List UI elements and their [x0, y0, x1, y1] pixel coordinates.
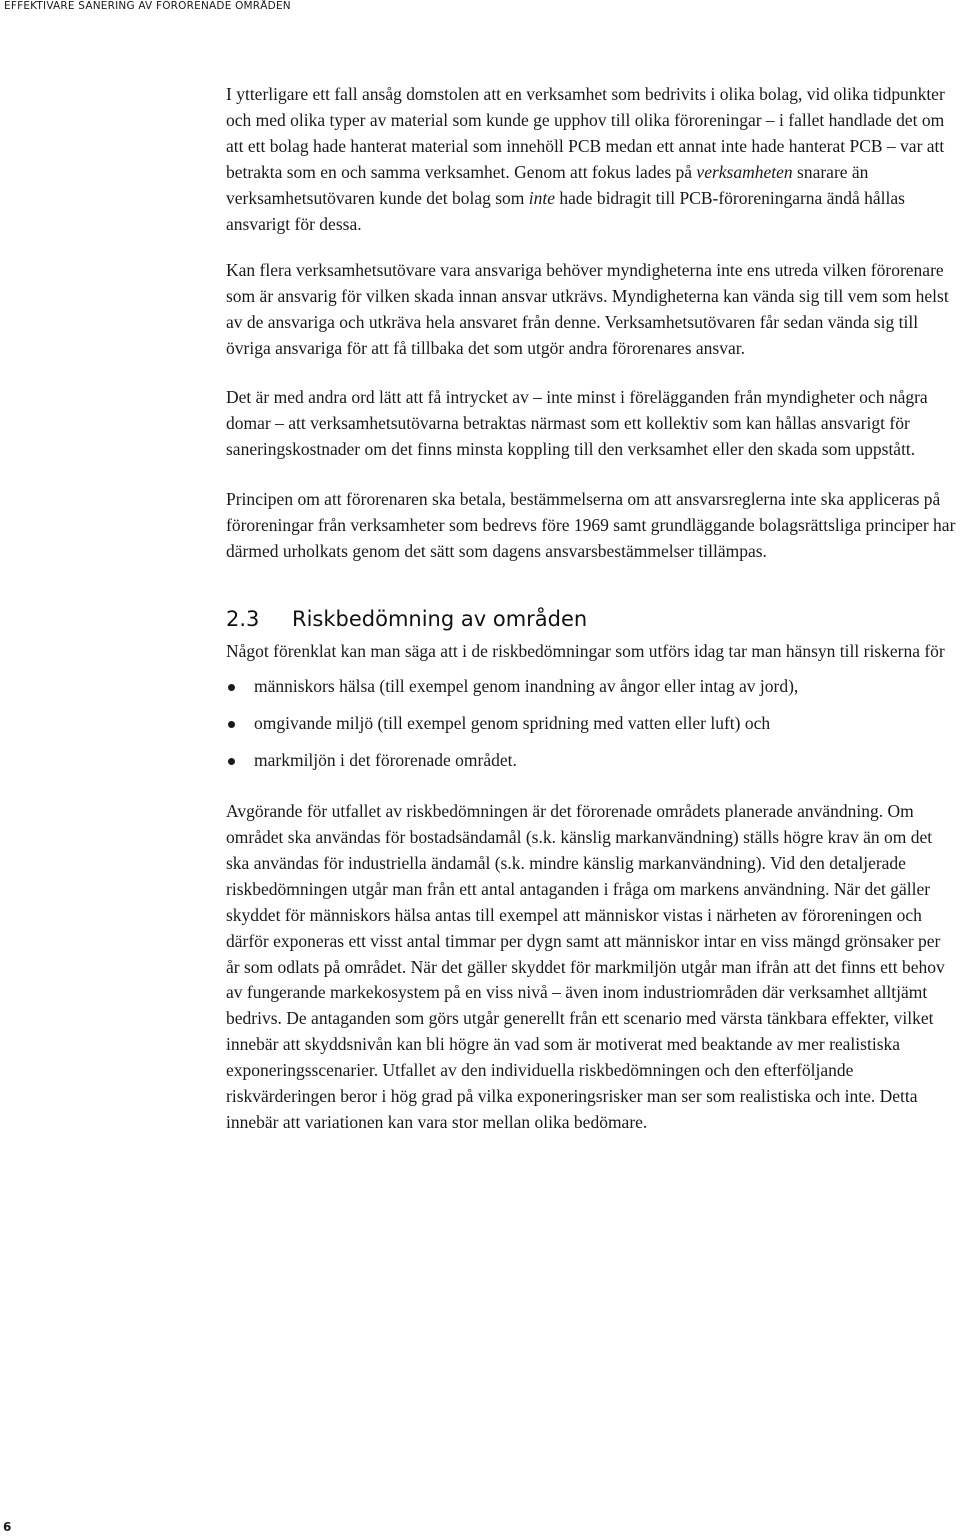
quote-text-part1: I ytterligare ett fall ansåg domstolen att en verksamhet som bedrivits i olika bolag, vid olika tidpunkter och med olika typer av material som kunde ge upphov till olika föroreningar – i fallet handlade det om att ett bolag hade hanterat material som innehöll PCB medan ett annat inte hade hanterat PCB – var att betrakta som en och samma verksamhet. Genom att fokus lades på: [226, 84, 945, 182]
risk-bullet-list: [226, 674, 956, 774]
bullet-icon: [228, 758, 235, 765]
section-heading: [226, 605, 956, 633]
page-number: 6: [3, 1520, 12, 1534]
section-intro-paragraph: Något förenklat kan man säga att i de riskbedömningar som utförs idag tar man hänsyn till riskerna för: [226, 640, 945, 661]
body-paragraph-3: Principen om att förorenaren ska betala, bestämmelserna om att ansvarsreglerna inte ska appliceras på föroreningar från verksamheter som bedrevs före 1969 samt grundläggande bolagsrättsliga principer har därmed urholkats genom det sätt som dagens ansvarsbestämmelser tillämpas.: [226, 488, 956, 561]
section-number: 2.3: [226, 606, 260, 631]
bullet-icon: [228, 721, 235, 728]
list-item-text: människors hälsa (till exempel genom inandning av ångor eller intag av jord),: [254, 676, 799, 697]
list-item: [226, 711, 956, 737]
list-item: [226, 674, 956, 700]
quote-text-part2: snarare än verksamhetsutövaren kunde det bolag som: [226, 161, 869, 208]
list-item: [226, 748, 956, 774]
section-title: Riskbedömning av områden: [292, 606, 588, 631]
quote-emphasis-inte: inte: [528, 187, 556, 208]
list-item-text: omgivande miljö (till exempel genom spridning med vatten eller luft) och: [254, 713, 771, 734]
quoted-case-paragraph: [226, 82, 956, 237]
body-paragraph-2: Det är med andra ord lätt att få intrycket av – inte minst i förelägganden från myndigheter och några domar – att verksamhetsutövarna betraktas närmast som ett kollektiv som kan hållas ansvarigt för saneringskostnader om det finns minsta koppling till den verksamhet eller den skada som uppstått.: [226, 387, 928, 459]
list-item-text: markmiljön i det förorenade området.: [254, 750, 517, 771]
bullet-icon: [228, 684, 235, 691]
section-body-paragraph: Avgörande för utfallet av riskbedömningen är det förorenade områdets planerade användning. Om området ska användas för bostadsändamål (s.k. känslig markanvändning) ställs högre krav än om det ska användas för industriella ändamål (s.k. mindre känslig markanvändning). Vid den detaljerade riskbedömningen utgår man från ett antal antaganden i fråga om markens användning. När det gäller skyddet för människors hälsa antas till exempel att människor vistas i närheten av föroreningen och därför exponeras ett visst antal timmar per dygn samt att människor intar en viss mängd grönsaker per år som odlats på området. När det gäller skyddet för markmiljön utgår man ifrån att det finns ett behov av fungerande markekosystem på en viss nivå – även inom industriområden där verksamhet alltjämt bedrivs. De antaganden som görs utgår generellt från ett scenario med värsta tänkbara effekter, vilket innebär att skyddsnivån kan bli högre än vad som är motiverat med beaktande av mer realistiska exponeringsscenarier. Utfallet av den individuella riskbedömningen och den efterföljande riskvärderingen beror i hög grad på vilka exponeringsrisker man ser som realistiska och inte. Detta innebär att variationen kan vara stor mellan olika bedömare.: [226, 801, 945, 1132]
quote-text-part3: hade bidragit till PCB-föroreningarna ändå hållas ansvarigt för dessa.: [226, 187, 905, 234]
running-header: EFFEKTIVARE SANERING AV FÖRORENADE OMRÅDEN: [4, 0, 291, 12]
page-body: [226, 82, 956, 1136]
body-paragraph-1: Kan flera verksamhetsutövare vara ansvariga behöver myndigheterna inte ens utreda vilken förorenare som är ansvarig för vilken skada innan ansvar utkrävs. Myndigheterna kan vända sig till vem som helst av de ansvariga och utkräva hela ansvaret från denne. Verksamhetsutövaren får sedan vända sig till övriga ansvariga för att få tillbaka det som utgör andra förorenares ansvar.: [226, 260, 949, 359]
quote-emphasis-verksamheten: verksamheten: [696, 161, 793, 182]
